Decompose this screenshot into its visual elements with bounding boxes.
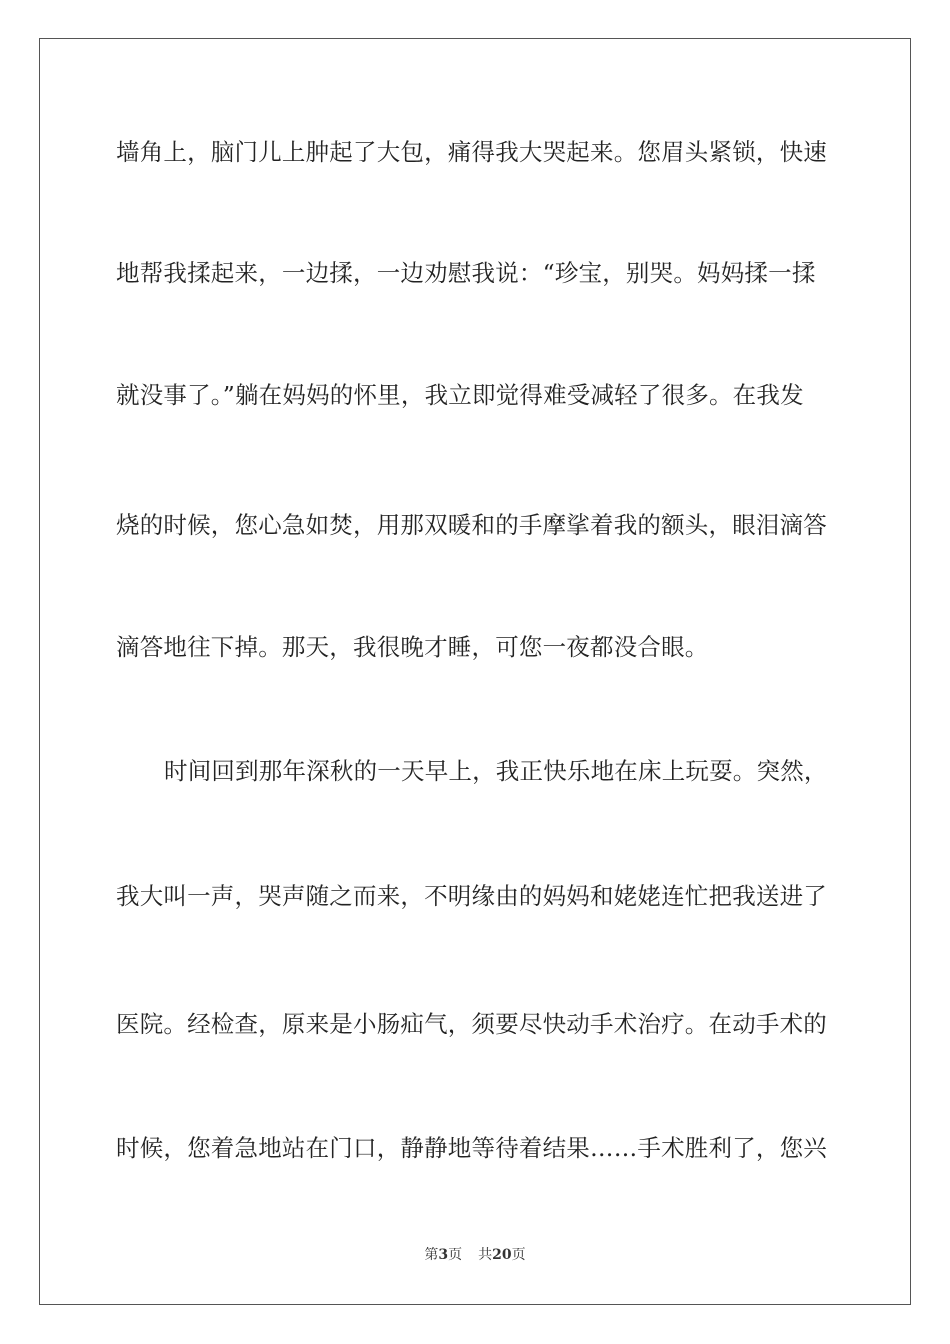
paragraph-first-line: 时间回到那年深秋的一天早上，我正快乐地在床上玩耍。突然， [164, 757, 828, 785]
total-label-prefix: 共 [478, 1247, 493, 1263]
page-label-suffix: 页 [448, 1247, 463, 1263]
text-line: 我大叫一声，哭声随之而来，不明缘由的妈妈和姥姥连忙把我送进了 [116, 882, 827, 910]
page-frame [39, 38, 911, 1305]
text-line: 时候，您着急地站在门口，静静地等待着结果……手术胜利了，您兴 [116, 1134, 827, 1162]
text-line: 就没事了。”躺在妈妈的怀里，我立即觉得难受减轻了很多。在我发 [116, 381, 804, 409]
page-footer [0, 1246, 950, 1264]
text-line: 烧的时候，您心急如焚，用那双暖和的手摩挲着我的额头，眼泪滴答 [116, 511, 827, 539]
text-line: 地帮我揉起来，一边揉，一边劝慰我说：“珍宝，别哭。妈妈揉一揉 [116, 259, 816, 287]
page-label-prefix: 第 [424, 1247, 439, 1263]
total-label-suffix: 页 [511, 1247, 526, 1263]
text-line: 医院。经检查，原来是小肠疝气，须要尽快动手术治疗。在动手术的 [116, 1010, 827, 1038]
page-number: 3 [438, 1247, 449, 1263]
text-line: 滴答地往下掉。那天，我很晚才睡，可您一夜都没合眼。 [116, 633, 709, 661]
total-pages: 20 [492, 1247, 512, 1263]
text-line: 墙角上，脑门儿上肿起了大包，痛得我大哭起来。您眉头紧锁，快速 [116, 138, 827, 166]
